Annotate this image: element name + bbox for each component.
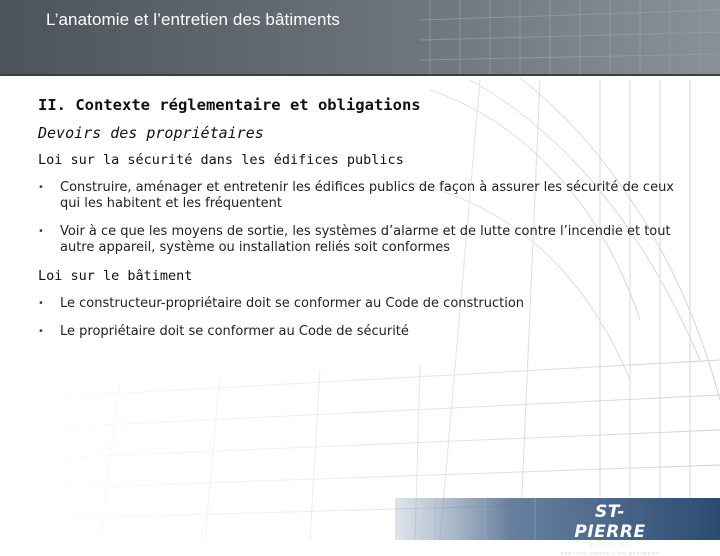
bullet-text: Le constructeur-propriétaire doit se conformer au Code de construction <box>60 296 525 311</box>
law-title-building: Loi sur le bâtiment <box>38 268 193 284</box>
logo-band <box>395 498 720 540</box>
list-item <box>38 324 678 340</box>
law-title-public-buildings: Loi sur la sécurité dans les édifices publics <box>38 152 404 168</box>
bullet-icon: • <box>38 226 44 237</box>
logo-tagline: SERVICE-CONSEIL EN BÂTIMENT <box>560 551 660 556</box>
bullet-text: Le propriétaire doit se conformer au Code de sécurité <box>60 324 409 339</box>
logo-subtitle: & ASSOCIÉS <box>588 542 632 549</box>
bullet-text: Voir à ce que les moyens de sortie, les systèmes d’alarme et de lutte contre l’incendie et tout autre appareil, système ou installation reliés soit conformes <box>60 224 671 255</box>
list-item <box>38 296 678 312</box>
logo-name: ST-PIERRE <box>574 502 646 542</box>
slide-content <box>38 96 678 352</box>
bullet-list <box>38 296 678 340</box>
bullet-list <box>38 180 678 256</box>
list-item <box>38 180 678 212</box>
list-item <box>38 224 678 256</box>
bullet-icon: • <box>38 298 44 309</box>
section-subheading: Devoirs des propriétaires <box>38 124 264 142</box>
bullet-icon: • <box>38 326 44 337</box>
slide-title: L’anatomie et l’entretien des bâtiments <box>46 10 341 29</box>
section-heading: II. Contexte réglementaire et obligations <box>38 96 421 114</box>
bullet-icon: • <box>38 182 44 193</box>
company-logo <box>560 500 660 556</box>
bullet-text: Construire, aménager et entretenir les édifices publics de façon à assurer les sécurité de ceux qui les habitent et les fréquentent <box>60 180 674 211</box>
